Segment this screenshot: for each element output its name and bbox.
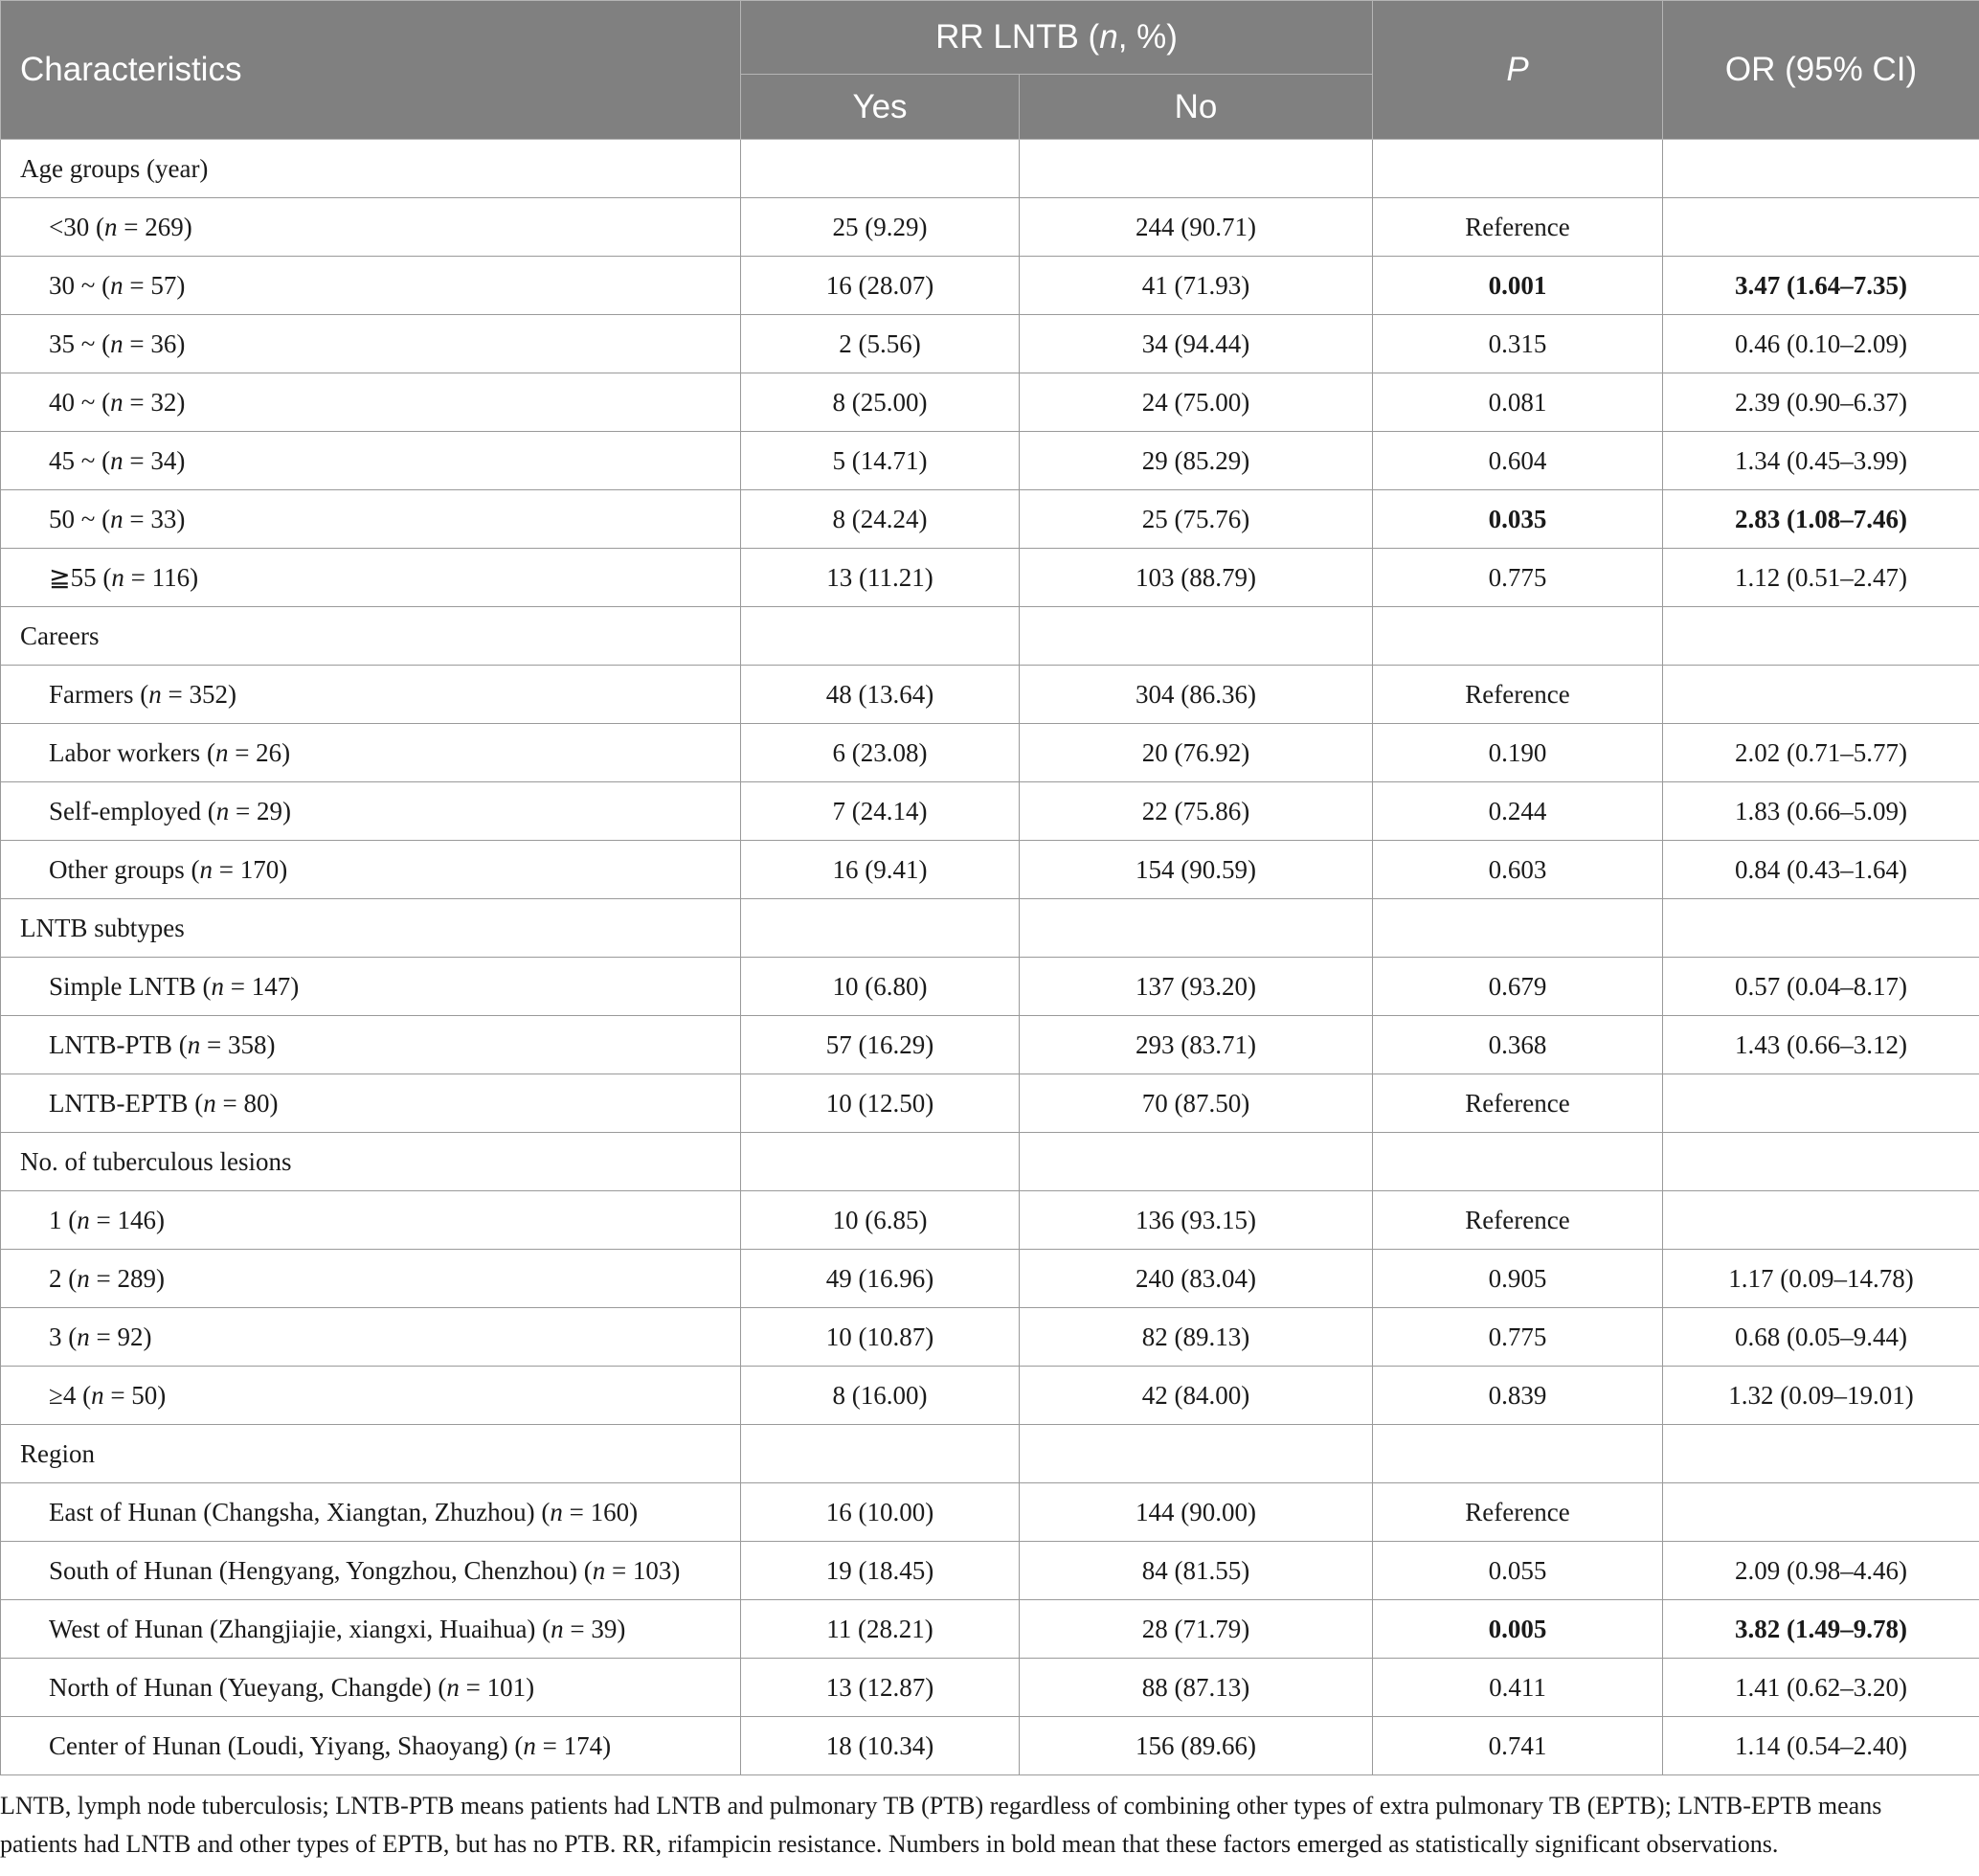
or-cell: 2.09 (0.98–4.46) [1663,1542,1979,1600]
no-cell: 82 (89.13) [1020,1308,1373,1367]
yes-cell: 8 (25.00) [741,373,1020,432]
row-label [1,841,741,899]
no-cell: 70 (87.50) [1020,1074,1373,1133]
no-cell: 84 (81.55) [1020,1542,1373,1600]
table-row [1,490,1979,549]
empty-cell [1373,899,1663,958]
yes-cell: 18 (10.34) [741,1717,1020,1775]
table-row [1,1659,1979,1717]
group-title: Careers [1,607,741,666]
p-cell: 0.411 [1373,1659,1663,1717]
empty-cell [1373,1425,1663,1483]
no-cell: 144 (90.00) [1020,1483,1373,1542]
n-value: 50 [131,1380,158,1410]
or-cell: 2.02 (0.71–5.77) [1663,724,1979,782]
no-cell: 103 (88.79) [1020,549,1373,607]
empty-cell [741,607,1020,666]
n-symbol: n [110,270,124,300]
p-cell: 0.741 [1373,1717,1663,1775]
n-equals: = [89,1263,118,1293]
header-characteristics: Characteristics [1,1,741,140]
or-cell [1663,1191,1979,1250]
table-row [1,1542,1979,1600]
close-paren: ) [281,737,291,767]
or-cell: 0.57 (0.04–8.17) [1663,958,1979,1016]
no-cell: 156 (89.66) [1020,1717,1373,1775]
yes-cell: 10 (6.80) [741,958,1020,1016]
group-row [1,607,1979,666]
row-label [1,490,741,549]
yes-cell: 6 (23.08) [741,724,1020,782]
close-paren: ) [176,270,186,300]
group-title: Age groups (year) [1,140,741,198]
close-paren: ) [629,1497,639,1526]
n-equals: = [123,445,151,475]
n-value: 57 [150,270,177,300]
row-label-text: 45 ~ ( [49,445,111,475]
or-cell: 1.14 (0.54–2.40) [1663,1717,1979,1775]
yes-cell: 8 (24.24) [741,490,1020,549]
no-cell: 34 (94.44) [1020,315,1373,373]
or-cell: 0.46 (0.10–2.09) [1663,315,1979,373]
table-row [1,1191,1979,1250]
p-cell: 0.679 [1373,958,1663,1016]
no-cell: 136 (93.15) [1020,1191,1373,1250]
row-label [1,1600,741,1659]
header-or: OR (95% CI) [1663,1,1979,140]
n-value: 36 [150,328,177,358]
row-label-text: Self-employed ( [49,796,216,825]
p-cell: 0.315 [1373,315,1663,373]
or-cell [1663,1483,1979,1542]
row-label-text: West of Hunan (Zhangjiajie, xiangxi, Huaihua) ( [49,1614,551,1643]
n-value: 352 [189,679,228,709]
yes-cell: 16 (28.07) [741,257,1020,315]
yes-cell: 57 (16.29) [741,1016,1020,1074]
table-row [1,1367,1979,1425]
row-label-text: 3 ( [49,1322,78,1351]
or-cell: 1.32 (0.09–19.01) [1663,1367,1979,1425]
table-row [1,841,1979,899]
empty-cell [741,140,1020,198]
row-label-text: North of Hunan (Yueyang, Changde) ( [49,1672,447,1702]
empty-cell [1020,1425,1373,1483]
row-label-text: 50 ~ ( [49,504,111,533]
empty-cell [1373,140,1663,198]
no-cell: 25 (75.76) [1020,490,1373,549]
table-row [1,1308,1979,1367]
row-label [1,1308,741,1367]
empty-cell [1020,1133,1373,1191]
no-cell: 137 (93.20) [1020,958,1373,1016]
no-cell: 42 (84.00) [1020,1367,1373,1425]
yes-cell: 2 (5.56) [741,315,1020,373]
n-equals: = [124,562,152,592]
n-value: 39 [591,1614,618,1643]
row-label-text: 30 ~ ( [49,270,111,300]
close-paren: ) [671,1555,681,1585]
yes-cell: 13 (11.21) [741,549,1020,607]
row-label [1,1250,741,1308]
no-cell: 244 (90.71) [1020,198,1373,257]
no-cell: 20 (76.92) [1020,724,1373,782]
empty-cell [1663,607,1979,666]
row-label-text: 35 ~ ( [49,328,111,358]
n-value: 26 [256,737,282,767]
yes-cell: 13 (12.87) [741,1659,1020,1717]
table-row [1,1250,1979,1308]
group-title: No. of tuberculous lesions [1,1133,741,1191]
table-row [1,958,1979,1016]
close-paren: ) [526,1672,535,1702]
yes-cell: 11 (28.21) [741,1600,1020,1659]
no-cell: 24 (75.00) [1020,373,1373,432]
n-symbol: n [110,387,124,417]
header-rr-lntb-prefix: RR LNTB ( [935,18,1100,56]
close-paren: ) [183,212,192,241]
row-label-text: 2 ( [49,1263,78,1293]
n-value: 116 [151,562,191,592]
no-cell: 88 (87.13) [1020,1659,1373,1717]
n-equals: = [123,270,151,300]
n-equals: = [117,212,146,241]
n-symbol: n [215,796,230,825]
n-equals: = [535,1730,564,1760]
n-value: 146 [117,1205,156,1234]
n-value: 32 [150,387,177,417]
close-paren: ) [176,504,186,533]
n-equals: = [563,1614,592,1643]
no-cell: 304 (86.36) [1020,666,1373,724]
no-cell: 154 (90.59) [1020,841,1373,899]
p-cell: 0.244 [1373,782,1663,841]
n-symbol: n [550,1497,563,1526]
or-cell: 3.82 (1.49–9.78) [1663,1600,1979,1659]
n-symbol: n [203,1088,216,1118]
yes-cell: 7 (24.14) [741,782,1020,841]
n-symbol: n [77,1205,90,1234]
n-symbol: n [523,1730,536,1760]
yes-cell: 16 (9.41) [741,841,1020,899]
row-label-text: 1 ( [49,1205,78,1234]
row-label [1,257,741,315]
row-label [1,1367,741,1425]
group-title: LNTB subtypes [1,899,741,958]
or-cell: 1.17 (0.09–14.78) [1663,1250,1979,1308]
group-title: Region [1,1425,741,1483]
or-cell: 0.84 (0.43–1.64) [1663,841,1979,899]
n-value: 80 [243,1088,270,1118]
table-row [1,373,1979,432]
p-cell: 0.905 [1373,1250,1663,1308]
close-paren: ) [617,1614,626,1643]
close-paren: ) [176,387,186,417]
or-cell: 2.39 (0.90–6.37) [1663,373,1979,432]
close-paren: ) [155,1263,165,1293]
p-cell: 0.604 [1373,432,1663,490]
n-value: 29 [256,796,282,825]
row-label [1,198,741,257]
p-cell: 0.775 [1373,549,1663,607]
yes-cell: 16 (10.00) [741,1483,1020,1542]
group-row [1,899,1979,958]
row-label [1,373,741,432]
n-equals: = [123,504,151,533]
n-equals: = [605,1555,633,1585]
or-cell: 2.83 (1.08–7.46) [1663,490,1979,549]
row-label [1,549,741,607]
empty-cell [1373,607,1663,666]
header-rr-lntb-n: n [1099,18,1118,56]
n-value: 101 [486,1672,527,1702]
or-cell [1663,1074,1979,1133]
n-symbol: n [110,328,124,358]
yes-cell: 5 (14.71) [741,432,1020,490]
p-cell: 0.005 [1373,1600,1663,1659]
table-row [1,198,1979,257]
close-paren: ) [281,796,291,825]
p-cell: Reference [1373,666,1663,724]
n-value: 160 [590,1497,630,1526]
p-cell: Reference [1373,1483,1663,1542]
row-label-text: ≥4 ( [49,1380,92,1410]
empty-cell [741,1133,1020,1191]
n-equals: = [224,971,252,1001]
no-cell: 41 (71.93) [1020,257,1373,315]
p-cell: Reference [1373,198,1663,257]
close-paren: ) [279,854,288,884]
table-row [1,1074,1979,1133]
n-value: 289 [117,1263,156,1293]
n-equals: = [229,796,257,825]
n-equals: = [228,737,257,767]
n-symbol: n [551,1614,564,1643]
or-cell: 1.34 (0.45–3.99) [1663,432,1979,490]
close-paren: ) [266,1029,276,1059]
p-cell: 0.001 [1373,257,1663,315]
group-row [1,1133,1979,1191]
n-symbol: n [592,1555,606,1585]
table-footnote: LNTB, lymph node tuberculosis; LNTB-PTB means patients had LNTB and pulmonary TB (PTB) regardless of combining other types of extra pulmonary TB (EPTB); LNTB-EPTB means patients had LNTB and other types of EPTB, but has no PTB. RR, rifampicin resistance. Numbers in bold mean that these factors emerged as statistically significant observations. [0,1792,1882,1858]
row-label [1,1483,741,1542]
or-cell [1663,666,1979,724]
n-equals: = [89,1322,118,1351]
row-label-text: East of Hunan (Changsha, Xiangtan, Zhuzhou) ( [49,1497,551,1526]
row-label [1,432,741,490]
table-row [1,1016,1979,1074]
n-equals: = [212,854,240,884]
n-equals: = [200,1029,228,1059]
row-label-text: Farmers ( [49,679,149,709]
row-label-text: ≧55 ( [49,562,112,592]
table-row [1,1717,1979,1775]
table-row [1,432,1979,490]
table-row [1,257,1979,315]
n-symbol: n [77,1263,90,1293]
yes-cell: 25 (9.29) [741,198,1020,257]
n-symbol: n [148,679,162,709]
n-value: 92 [117,1322,144,1351]
n-symbol: n [211,971,224,1001]
close-paren: ) [269,1088,279,1118]
row-label-text: Simple LNTB ( [49,971,212,1001]
row-label-text: Labor workers ( [49,737,215,767]
yes-cell: 10 (10.87) [741,1308,1020,1367]
p-cell: 0.839 [1373,1367,1663,1425]
n-value: 174 [563,1730,603,1760]
p-cell: Reference [1373,1074,1663,1133]
row-label [1,666,741,724]
n-symbol: n [446,1672,460,1702]
n-equals: = [103,1380,132,1410]
row-label [1,1074,741,1133]
row-label [1,315,741,373]
or-cell: 1.12 (0.51–2.47) [1663,549,1979,607]
row-label [1,958,741,1016]
header-rr-lntb [741,1,1373,75]
row-label-text: South of Hunan (Hengyang, Yongzhou, Chenzhou) ( [49,1555,593,1585]
row-label [1,1191,741,1250]
n-symbol: n [187,1029,201,1059]
table-row [1,549,1979,607]
no-cell: 293 (83.71) [1020,1016,1373,1074]
p-cell: 0.368 [1373,1016,1663,1074]
yes-cell: 49 (16.96) [741,1250,1020,1308]
row-label-text: 40 ~ ( [49,387,111,417]
no-cell: 22 (75.86) [1020,782,1373,841]
header-p [1373,1,1663,140]
p-cell: 0.055 [1373,1542,1663,1600]
table-row [1,1483,1979,1542]
row-label-text: Center of Hunan (Loudi, Yiyang, Shaoyang) ( [49,1730,524,1760]
p-cell: Reference [1373,1191,1663,1250]
n-value: 269 [145,212,184,241]
p-cell: 0.603 [1373,841,1663,899]
row-label [1,1016,741,1074]
empty-cell [1663,140,1979,198]
close-paren: ) [290,971,300,1001]
header-rr-lntb-suffix: , %) [1117,18,1178,56]
no-cell: 28 (71.79) [1020,1600,1373,1659]
yes-cell: 10 (6.85) [741,1191,1020,1250]
header-row-1 [1,1,1979,75]
row-label [1,1542,741,1600]
n-value: 358 [227,1029,267,1059]
n-equals: = [459,1672,487,1702]
or-cell: 3.47 (1.64–7.35) [1663,257,1979,315]
close-paren: ) [190,562,199,592]
empty-cell [1663,1425,1979,1483]
n-value: 34 [150,445,177,475]
row-label [1,724,741,782]
no-cell: 240 (83.04) [1020,1250,1373,1308]
or-cell: 1.83 (0.66–5.09) [1663,782,1979,841]
row-label [1,782,741,841]
yes-cell: 19 (18.45) [741,1542,1020,1600]
n-symbol: n [91,1380,104,1410]
table-row [1,666,1979,724]
row-label-text: LNTB-PTB ( [49,1029,188,1059]
close-paren: ) [176,445,186,475]
n-equals: = [562,1497,591,1526]
close-paren: ) [176,328,186,358]
close-paren: ) [227,679,236,709]
empty-cell [741,1425,1020,1483]
n-equals: = [123,387,151,417]
n-equals: = [123,328,151,358]
n-symbol: n [110,445,124,475]
close-paren: ) [157,1380,167,1410]
table-body [1,140,1979,1775]
p-cell: 0.081 [1373,373,1663,432]
or-cell [1663,198,1979,257]
table-header [1,1,1979,140]
n-symbol: n [111,562,124,592]
or-cell: 0.68 (0.05–9.44) [1663,1308,1979,1367]
p-cell: 0.775 [1373,1308,1663,1367]
group-row [1,1425,1979,1483]
or-cell: 1.41 (0.62–3.20) [1663,1659,1979,1717]
table-row [1,315,1979,373]
n-symbol: n [214,737,229,767]
row-label-text: <30 ( [49,212,104,241]
empty-cell [1020,607,1373,666]
header-p-label: P [1506,51,1529,88]
n-value: 33 [150,504,177,533]
row-label-text: LNTB-EPTB ( [49,1088,204,1118]
close-paren: ) [143,1322,152,1351]
header-no: No [1020,75,1373,140]
group-row [1,140,1979,198]
yes-cell: 48 (13.64) [741,666,1020,724]
table-row [1,1600,1979,1659]
table-row [1,724,1979,782]
header-yes: Yes [741,75,1020,140]
n-symbol: n [77,1322,90,1351]
table-row [1,782,1979,841]
n-equals: = [161,679,190,709]
row-label [1,1717,741,1775]
n-symbol: n [199,854,213,884]
p-cell: 0.190 [1373,724,1663,782]
empty-cell [1020,140,1373,198]
yes-cell: 8 (16.00) [741,1367,1020,1425]
yes-cell: 10 (12.50) [741,1074,1020,1133]
empty-cell [1373,1133,1663,1191]
no-cell: 29 (85.29) [1020,432,1373,490]
n-value: 170 [239,854,280,884]
empty-cell [1020,899,1373,958]
empty-cell [1663,899,1979,958]
empty-cell [741,899,1020,958]
or-cell: 1.43 (0.66–3.12) [1663,1016,1979,1074]
n-symbol: n [103,212,118,241]
close-paren: ) [155,1205,165,1234]
empty-cell [1663,1133,1979,1191]
n-value: 147 [251,971,291,1001]
row-label [1,1659,741,1717]
row-label-text: Other groups ( [49,854,200,884]
n-value: 103 [632,1555,672,1585]
close-paren: ) [602,1730,612,1760]
n-equals: = [89,1205,118,1234]
n-symbol: n [110,504,124,533]
p-cell: 0.035 [1373,490,1663,549]
n-equals: = [215,1088,244,1118]
